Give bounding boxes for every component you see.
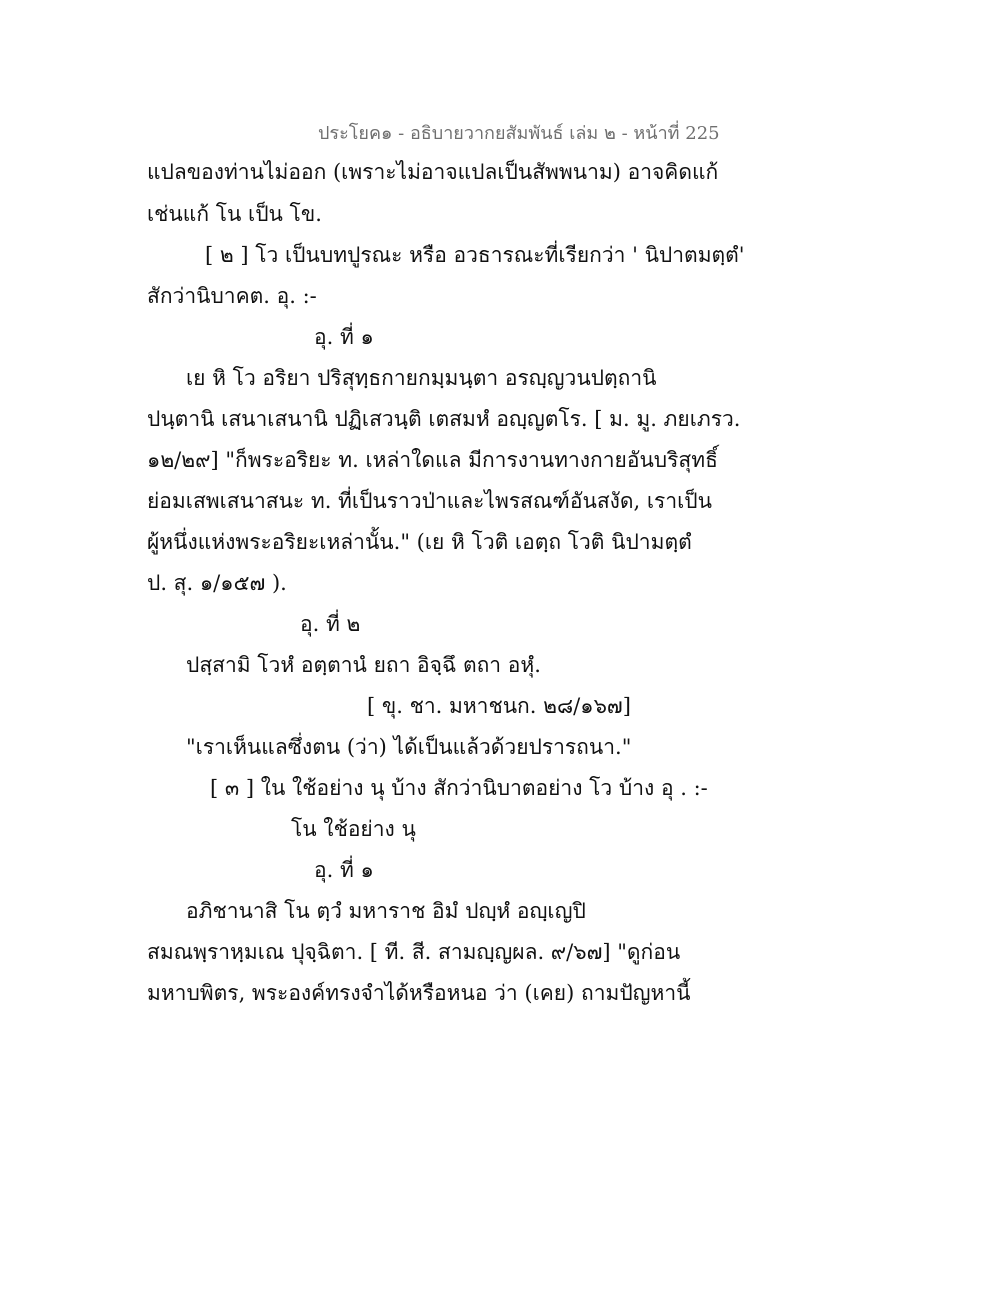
text-line: เย หิ โว อริยา ปริสุทฺธกายกมฺมนฺตา อรญฺญวนปตฺถานิ — [186, 366, 657, 390]
example-heading: อุ. ที่ ๑ — [314, 858, 374, 882]
text-line: [ ๓ ] ใน ใช้อย่าง นุ บ้าง สักว่านิบาตอย่าง โว บ้าง อุ . :- — [210, 776, 708, 800]
text-line: ๑๒/๒๙] "ก็พระอริยะ ท. เหล่าใดแล มีการงานทางกายอันบริสุทธิ์ — [147, 448, 718, 472]
text-line: "เราเห็นแลซึ่งตน (ว่า) ได้เป็นแล้วด้วยปรารถนา." — [186, 735, 632, 759]
example-heading: อุ. ที่ ๑ — [314, 325, 374, 349]
text-line: [ ๒ ] โว เป็นบทปูรณะ หรือ อวธารณะที่เรียกว่า ' นิปาตมตฺตํ' — [205, 243, 745, 267]
text-line: สักว่านิบาคต. อุ. :- — [147, 284, 317, 308]
example-heading: อุ. ที่ ๒ — [300, 612, 361, 636]
text-line: ปนฺตานิ เสนาเสนานิ ปฏิเสวนฺติ เตสมหํ อญฺญตโร. [ ม. มู. ภยเภรว. — [147, 407, 741, 431]
text-line: แปลของท่านไม่ออก (เพราะไม่อาจแปลเป็นสัพพนาม) อาจคิดแก้ — [147, 160, 719, 184]
text-line: ย่อมเสพเสนาสนะ ท. ที่เป็นราวป่าและไพรสณฑ์อันสงัด, เราเป็น — [147, 489, 712, 513]
text-line: อภิชานาสิ โน ตฺวํ มหาราช อิมํ ปญฺหํ อญฺเญปิ — [186, 899, 586, 923]
text-line: ปสฺสามิ โวหํ อตฺตานํ ยถา อิจฺฉึ ตถา อหุํ. — [186, 653, 541, 677]
text-line: ผู้หนึ่งแห่งพระอริยะเหล่านั้น." (เย หิ โวติ เอตฺถ โวติ นิปามตฺตํ — [147, 530, 692, 554]
subheading: โน ใช้อย่าง นุ — [291, 817, 416, 841]
text-line: มหาบพิตร, พระองค์ทรงจำได้หรือหนอ ว่า (เคย) ถามปัญหานี้ — [147, 981, 691, 1005]
text-line: สมณพฺราหฺมเณ ปุจฺฉิตา. [ ที. สี. สามญฺญผล. ๙/๖๗] "ดูก่อน — [147, 940, 681, 964]
text-line: ป. สุ. ๑/๑๕๗ ). — [147, 571, 287, 595]
page-header: ประโยค๑ - อธิบายวากยสัมพันธ์ เล่ม ๒ - หน้าที่ 225 — [318, 123, 720, 144]
text-line: เช่นแก้ โน เป็น โข. — [147, 202, 322, 226]
citation-line: [ ขุ. ชา. มหาชนก. ๒๘/๑๖๗] — [367, 694, 631, 718]
